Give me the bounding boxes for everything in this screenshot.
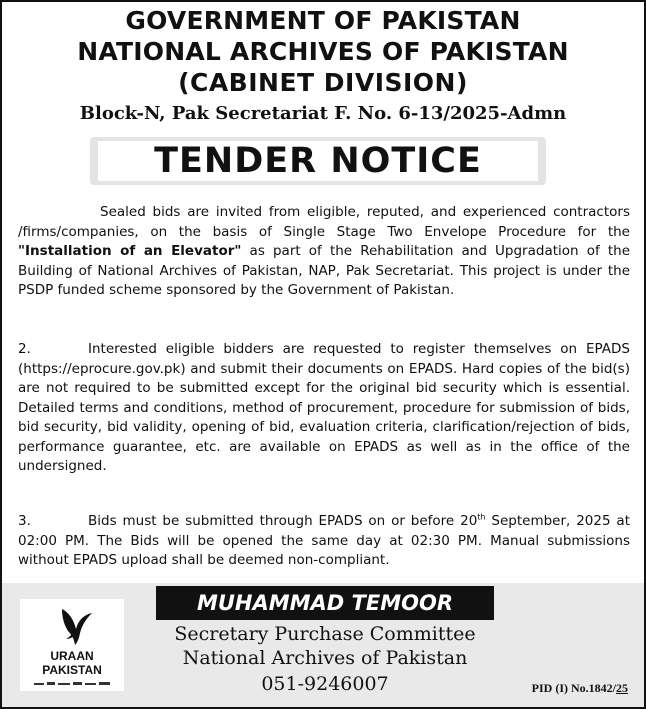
notice-title: TENDER NOTICE <box>98 141 538 181</box>
uraan-pakistan-logo <box>20 599 124 691</box>
logo-text-pakistan: PAKISTAN <box>42 663 102 677</box>
paragraph-1 <box>18 203 630 301</box>
date-ordinal-suffix: th <box>477 512 486 522</box>
signatory-office: National Archives of Pakistan <box>182 647 468 669</box>
paragraph-3-number: 3. <box>18 513 31 529</box>
signatory-name: MUHAMMAD TEMOOR <box>156 586 494 620</box>
signatory-designation: Secretary Purchase Committee <box>174 623 476 645</box>
paragraph-2-text: Interested eligible bidders are requested to register themselves on EPADS (https://eprocure.gov.pk) and submit their documents on EPADS. Hard copies of the bid(s) are not required to be submitted except for the original bid security which is essential. Detailed terms and conditions, method of procurement, procedure for submission of bids, bid security, bid validity, opening of bid, evaluation criteria, clarification/rejection of bids, performance guarantee, etc. are available on EPADS as well as in the office of the undersigned. <box>18 341 630 474</box>
government-heading: GOVERNMENT OF PAKISTAN <box>125 6 521 35</box>
logo-tagline-icon <box>34 681 110 687</box>
pid-year: 25 <box>616 681 628 695</box>
paragraph-1-text-a: Sealed bids are invited from eligible, reputed, and experienced contractors /firms/companies, on the basis of Single Stage Two Envelope Procedure for the <box>18 204 630 240</box>
signature-footer <box>2 583 644 707</box>
paragraph-3 <box>18 512 630 571</box>
paragraph-2-number: 2. <box>18 341 31 357</box>
paragraph-3-text-b: September, 2025 at 02:00 PM. The Bids will be opened the same day at 02:30 PM. Manual submissions without EPADS upload shall be deemed non-compliant. <box>18 513 630 568</box>
paragraph-3-text-a: Bids must be submitted through EPADS on or before 20 <box>88 513 478 529</box>
division-heading: (CABINET DIVISION) <box>178 68 468 97</box>
address-file-number: Block-N, Pak Secretariat F. No. 6-13/2025-Admn <box>79 103 567 124</box>
bird-logo-icon <box>56 603 96 647</box>
pid-prefix: PID (I) No.1842/ <box>531 681 616 695</box>
title-banner <box>90 137 546 185</box>
contact-phone: 051-9246007 <box>261 673 389 695</box>
logo-text-uraan: URAAN <box>50 649 94 663</box>
project-name: "Installation of an Elevator" <box>18 243 242 259</box>
paragraph-2 <box>18 340 630 477</box>
paragraph-1-text-b: as part of the Rehabilitation and Upgradation of the Building of National Archives of Pakistan, NAP, Pak Secretariat. This project is under the PSDP funded scheme sponsored by the Government of Pakistan. <box>18 243 631 298</box>
letterhead <box>2 2 644 137</box>
organization-heading: NATIONAL ARCHIVES OF PAKISTAN <box>77 37 569 66</box>
pid-number <box>532 681 628 696</box>
